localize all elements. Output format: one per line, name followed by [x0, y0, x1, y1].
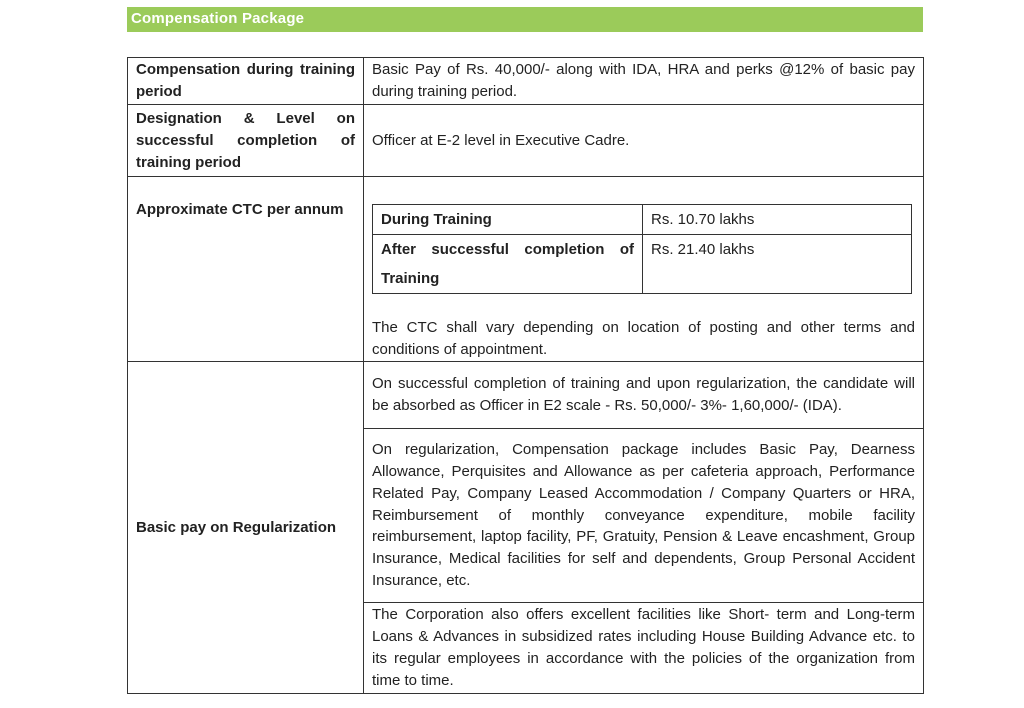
ctc-key: After successful completion of Training [373, 235, 643, 294]
ctc-key: During Training [373, 205, 643, 235]
section-title: Compensation Package [131, 10, 305, 27]
label-basic-pay: Basic pay on Regularization [128, 362, 364, 694]
value-basic-pay-2: On regularization, Compensation package includes Basic Pay, Dearness Allowance, Perquisites and Allowance as per cafeteria approach, Performance Related Pay, Company Leased Accommodation / Company Quarters or HRA, Reimbursement of monthly conveyance expenditure, mobile facility reimbursement, laptop facility, PF, Gratuity, Pension & Leave encashment, Group Insurance, Medical facilities for self and dependents, Group Personal Accident Insurance, etc. [364, 429, 924, 603]
ctc-note: The CTC shall vary depending on location of posting and other terms and conditions of appointment. [372, 319, 915, 358]
section-header [127, 7, 923, 32]
ctc-value: Rs. 21.40 lakhs [643, 235, 912, 294]
label-designation: Designation & Level on successful completion of training period [128, 105, 364, 177]
label-ctc: Approximate CTC per annum [128, 177, 364, 362]
value-basic-pay-3: The Corporation also offers excellent facilities like Short- term and Long-term Loans & Advances in subsidized rates including House Building Advance etc. to its regular employees in accordance with the policies of the organization from time to time. [364, 603, 924, 694]
compensation-table [127, 57, 924, 694]
value-basic-pay-1: On successful completion of training and upon regularization, the candidate will be absorbed as Officer in E2 scale - Rs. 50,000/- 3%- 1,60,000/- (IDA). [364, 362, 924, 429]
table-row [128, 362, 924, 429]
label-training-compensation: Compensation during training period [128, 58, 364, 105]
value-designation: Officer at E-2 level in Executive Cadre. [364, 105, 924, 177]
ctc-table [372, 204, 912, 294]
table-row [128, 105, 924, 177]
table-row [128, 177, 924, 362]
ctc-row [373, 235, 912, 294]
value-ctc [364, 177, 924, 362]
ctc-value: Rs. 10.70 lakhs [643, 205, 912, 235]
value-training-compensation: Basic Pay of Rs. 40,000/- along with IDA, HRA and perks @12% of basic pay during training period. [364, 58, 924, 105]
table-row [128, 58, 924, 105]
ctc-row [373, 205, 912, 235]
